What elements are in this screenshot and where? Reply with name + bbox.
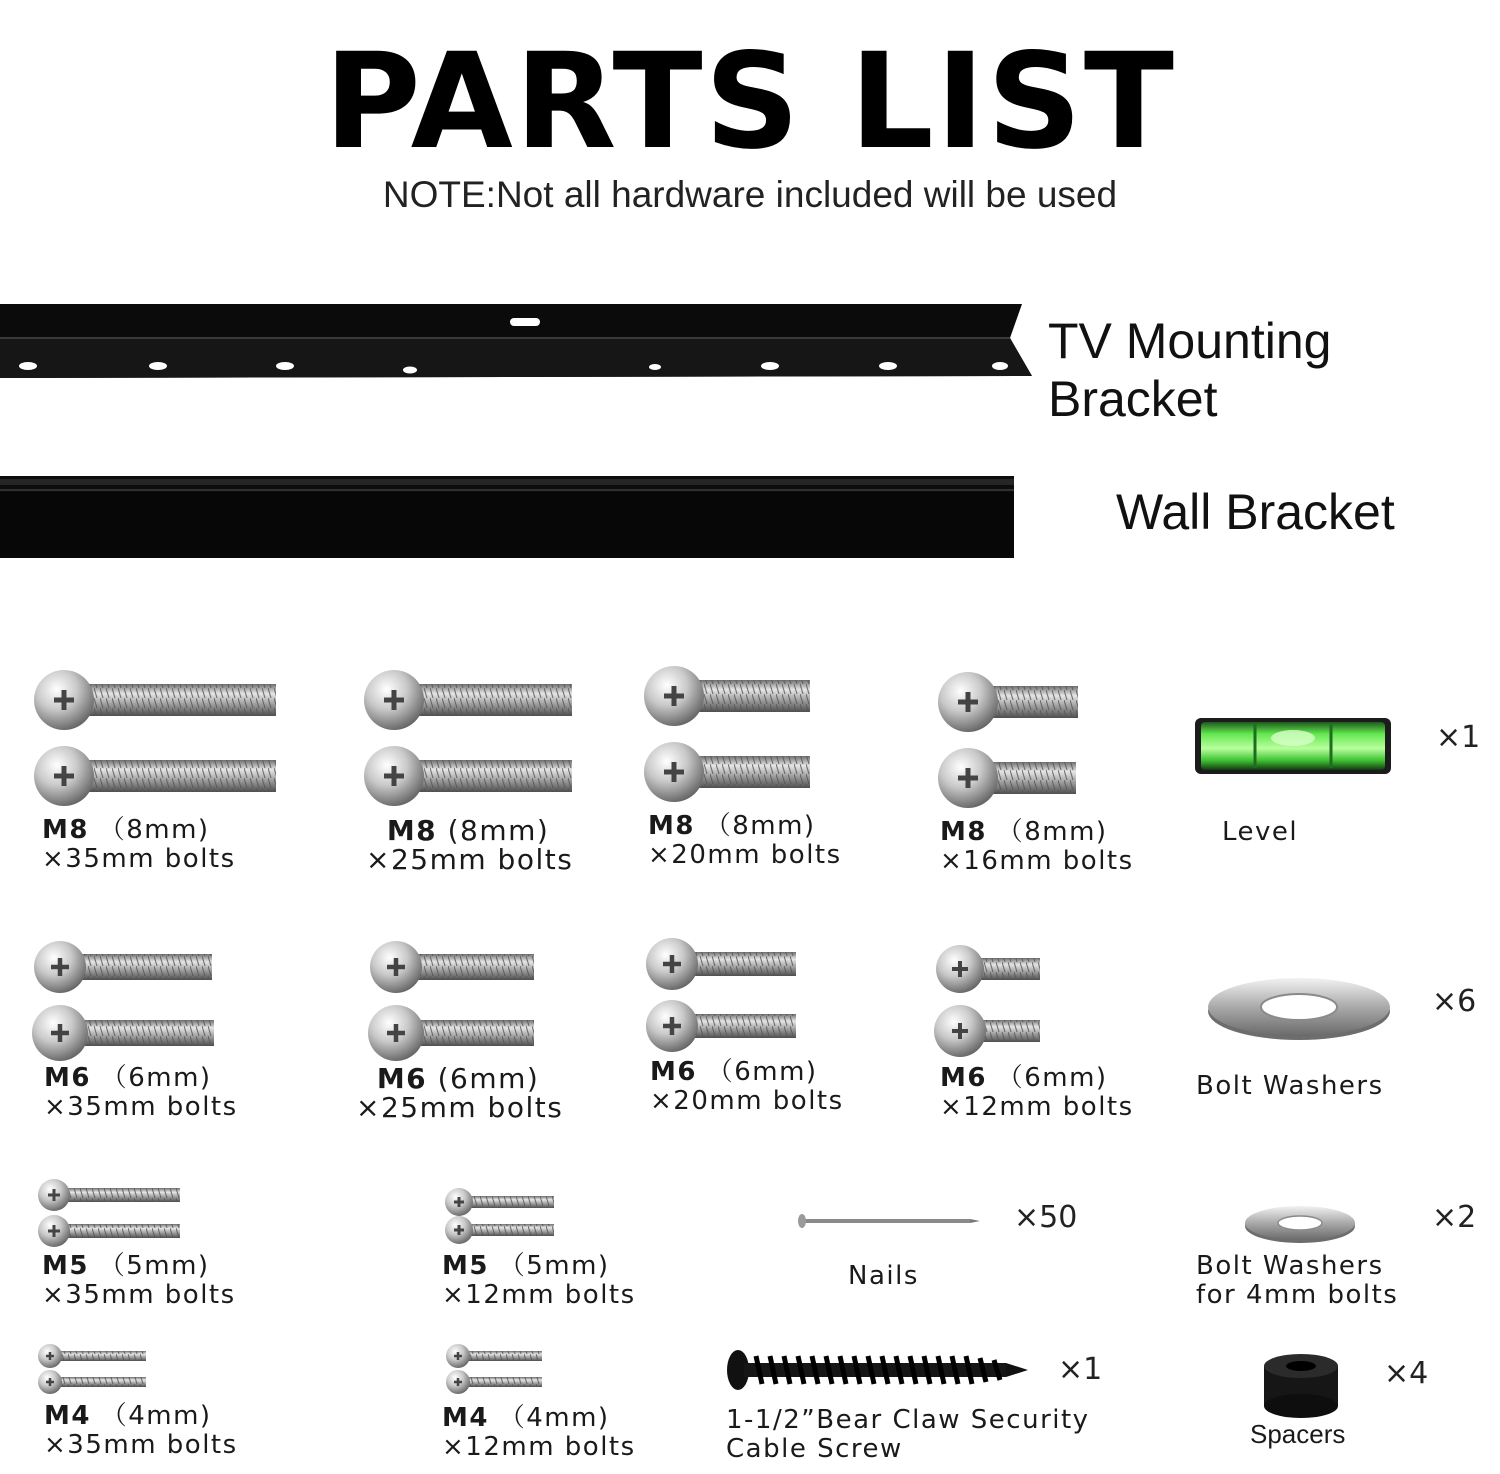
nail-icon — [796, 1212, 982, 1230]
washers-quantity: ×6 — [1432, 984, 1477, 1019]
small-washers-label: Bolt Washers for 4mm bolts — [1196, 1251, 1399, 1310]
m5-35mm-label: M5 （5mm) ×35mm bolts — [42, 1251, 236, 1310]
wall-bracket-label: Wall Bracket — [1116, 484, 1395, 540]
m4-12mm-label: M4 （4mm) ×12mm bolts — [442, 1403, 636, 1462]
tv-mounting-bracket-label: TV Mounting Bracket — [1048, 313, 1332, 427]
m8-20mm-label: M8 （8mm) ×20mm bolts — [648, 811, 842, 870]
washer-icon — [1206, 976, 1392, 1042]
bolt-icon — [38, 1178, 184, 1250]
bolt-washers-label: Bolt Washers — [1196, 1071, 1384, 1101]
level-icon — [1195, 716, 1391, 776]
m6-35mm-label: M6 （6mm) ×35mm bolts — [44, 1063, 238, 1122]
bolt-icon — [444, 1186, 558, 1248]
bolt-icon — [646, 936, 800, 1060]
bolt-icon — [34, 668, 279, 814]
m6-12mm-label: M6 （6mm) ×12mm bolts — [940, 1063, 1134, 1122]
bolt-icon — [938, 670, 1083, 816]
spacers-label: Spacers — [1250, 1419, 1346, 1449]
washer-icon — [1243, 1204, 1357, 1244]
screw-icon — [726, 1348, 1030, 1392]
level-label: Level — [1222, 817, 1299, 847]
level-quantity: ×1 — [1436, 720, 1481, 755]
bolt-icon — [644, 664, 814, 810]
spacers-quantity: ×4 — [1384, 1356, 1429, 1391]
m6-20mm-label: M6 （6mm) ×20mm bolts — [650, 1057, 844, 1116]
wall-bracket-image — [0, 476, 1016, 560]
spacer-icon — [1262, 1352, 1340, 1420]
nails-quantity: ×50 — [1014, 1200, 1078, 1235]
small-washers-quantity: ×2 — [1432, 1200, 1477, 1235]
nails-label: Nails — [848, 1261, 919, 1291]
hardware-note: NOTE:Not all hardware included will be used — [382, 174, 1118, 215]
m8-25mm-label: M8 (8mm) ×25mm bolts — [366, 814, 574, 876]
bolt-icon — [34, 936, 216, 1066]
tv-mounting-bracket-image — [0, 298, 1040, 384]
bolt-icon — [446, 1344, 546, 1396]
screw-quantity: ×1 — [1058, 1352, 1103, 1387]
m8-35mm-label: M8 （8mm) ×35mm bolts — [42, 815, 236, 874]
screw-label: 1-1/2”Bear Claw Security Cable Screw — [726, 1405, 1090, 1464]
bolt-icon — [38, 1344, 150, 1396]
m6-25mm-label: M6 (6mm) ×25mm bolts — [356, 1062, 564, 1124]
page-title: PARTS LIST — [324, 25, 1176, 179]
m8-16mm-label: M8 （8mm) ×16mm bolts — [940, 817, 1134, 876]
bolt-icon — [936, 942, 1044, 1064]
bolt-icon — [364, 668, 576, 814]
bolt-icon — [370, 936, 538, 1066]
m4-35mm-label: M4 （4mm) ×35mm bolts — [44, 1401, 238, 1460]
m5-12mm-label: M5 （5mm) ×12mm bolts — [442, 1251, 636, 1310]
